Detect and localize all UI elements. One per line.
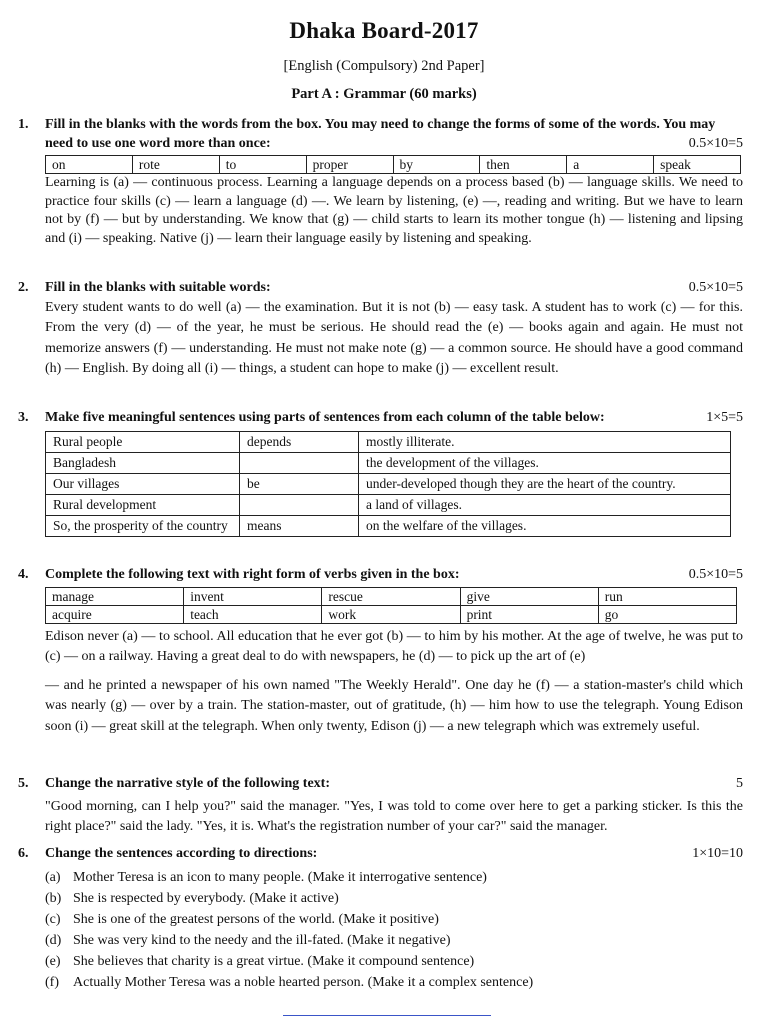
list-item <box>45 888 743 909</box>
q3-heading-row <box>18 409 743 428</box>
q2-marks: 0.5×10=5 <box>688 280 743 295</box>
q6-heading-row <box>18 845 743 864</box>
table-cell: the development of the villages. <box>359 452 731 473</box>
word-box-cell: by <box>393 156 480 174</box>
table-cell: Rural development <box>46 494 240 515</box>
q2-heading: Fill in the blanks with suitable words: <box>45 280 271 295</box>
q4-marks: 0.5×10=5 <box>688 567 743 582</box>
q4-number: 4. <box>18 567 29 582</box>
table-cell <box>240 494 359 515</box>
table-row <box>46 515 731 536</box>
verb-box-cell: run <box>598 587 736 605</box>
table-cell: Our villages <box>46 473 240 494</box>
table-cell: means <box>240 515 359 536</box>
word-box-cell: proper <box>306 156 393 174</box>
question-6 <box>18 845 743 993</box>
q6-heading: Change the sentences according to directions: <box>45 846 318 861</box>
q3-number: 3. <box>18 410 29 425</box>
verb-box-cell: go <box>598 605 736 623</box>
question-5 <box>18 775 743 838</box>
table-row <box>46 431 731 452</box>
footer-rule <box>283 1015 491 1016</box>
q5-marks: 5 <box>736 776 743 791</box>
question-1 <box>18 116 743 248</box>
item-text: She believes that charity is a great virtue. (Make it compound sentence) <box>73 953 475 969</box>
table-cell: be <box>240 473 359 494</box>
word-box-cell: then <box>480 156 567 174</box>
q4-verb-box <box>45 587 737 624</box>
table-cell: on the welfare of the villages. <box>359 515 731 536</box>
list-item <box>45 867 743 888</box>
q4-heading: Complete the following text with right form of verbs given in the box: <box>45 567 460 582</box>
q5-heading-row <box>18 775 743 794</box>
verb-box-cell: work <box>322 605 460 623</box>
table-cell: So, the prosperity of the country <box>46 515 240 536</box>
word-box-cell: a <box>567 156 654 174</box>
item-label: (a) <box>45 869 61 885</box>
word-box-cell: speak <box>654 156 741 174</box>
table-cell: depends <box>240 431 359 452</box>
item-text: Actually Mother Teresa was a noble hearted person. (Make it a complex sentence) <box>73 974 534 990</box>
table-cell: under-developed though they are the heart of the country. <box>359 473 731 494</box>
page-title: Dhaka Board-2017 <box>289 18 479 43</box>
q2-number: 2. <box>18 280 29 295</box>
table-row <box>46 452 731 473</box>
table-cell: mostly illiterate. <box>359 431 731 452</box>
table-cell <box>240 452 359 473</box>
q3-heading: Make five meaningful sentences using parts of sentences from each column of the table below: <box>45 410 605 425</box>
q1-number: 1. <box>18 117 29 132</box>
question-2 <box>18 279 743 380</box>
table-cell: Bangladesh <box>46 452 240 473</box>
table-row <box>46 587 737 605</box>
q1-marks: 0.5×10=5 <box>688 135 743 151</box>
table-cell: a land of villages. <box>359 494 731 515</box>
table-cell: Rural people <box>46 431 240 452</box>
q5-heading: Change the narrative style of the following text: <box>45 776 331 791</box>
item-text: Mother Teresa is an icon to many people. (Make it interrogative sentence) <box>73 869 487 885</box>
item-label: (f) <box>45 974 59 990</box>
table-row <box>46 494 731 515</box>
q5-passage: "Good morning, can I help you?" said the manager. "Yes, I was told to come over here to get a parking sticker. Is this the right place?" said the lady. "Yes, it is. What's the registration number of your car?" said the manager. <box>45 798 743 834</box>
word-box-cell: to <box>219 156 306 174</box>
q4-passage-part2: — and he printed a newspaper of his own named "The Weekly Herald". One day he (f) — a station-master's child which was nearly (g) — over by a train. The station-master, out of gratitude, (h) — him how to use the telegraph. Young Edison soon (i) — great skill at the telegraph. When only twenty, Edison (j) — a new telegraph which was extremely useful. <box>45 677 743 734</box>
paper-subtitle: [English (Compulsory) 2nd Paper] <box>283 58 485 74</box>
word-box-cell: rote <box>132 156 219 174</box>
item-label: (e) <box>45 953 61 969</box>
item-label: (c) <box>45 911 61 927</box>
verb-box-cell: give <box>460 587 598 605</box>
verb-box-cell: print <box>460 605 598 623</box>
verb-box-cell: acquire <box>46 605 184 623</box>
item-label: (b) <box>45 890 62 906</box>
q6-directions-list <box>18 867 743 993</box>
table-row <box>46 473 731 494</box>
word-box-cell: on <box>46 156 133 174</box>
q1-heading-row <box>18 116 743 153</box>
q3-sentence-table <box>45 431 731 537</box>
verb-box-cell: rescue <box>322 587 460 605</box>
q4-heading-row <box>18 566 743 585</box>
q4-passage-part1: Edison never (a) — to school. All education that he ever got (b) — to him by his mother. At the age of twelve, he was put to (c) — on a railway. Having a great deal to do with newspapers, he (d) — to pick up the art of (e) <box>45 628 743 664</box>
verb-box-cell: invent <box>184 587 322 605</box>
item-label: (d) <box>45 932 62 948</box>
q1-heading: Fill in the blanks with the words from the box. You may need to change the forms of some of the words. You may need to use one word more than once: <box>45 117 716 151</box>
q2-heading-row <box>18 279 743 298</box>
verb-box-cell: teach <box>184 605 322 623</box>
list-item <box>45 951 743 972</box>
list-item <box>45 972 743 993</box>
item-text: She is one of the greatest persons of the world. (Make it positive) <box>73 911 439 927</box>
question-4 <box>18 566 743 737</box>
verb-box-cell: manage <box>46 587 184 605</box>
part-heading: Part A : Grammar (60 marks) <box>291 86 477 102</box>
q6-marks: 1×10=10 <box>692 846 743 861</box>
q5-number: 5. <box>18 776 29 791</box>
list-item <box>45 930 743 951</box>
q2-passage: Every student wants to do well (a) — the examination. But it is not (b) — easy task. A student has to work (c) — for this. From the very (d) — of the year, he must be serious. He should read the (e) — books again and again. He must not memorize answers (f) — understanding. He must not make note (g) — a common source. He should have a good command (h) — English. By doing all (i) — things, a student can hope to make (j) — excellent result. <box>45 299 743 376</box>
q6-number: 6. <box>18 846 29 861</box>
q3-marks: 1×5=5 <box>706 410 743 425</box>
q1-passage: Learning is (a) — continuous process. Learning a language depends on a process based (b) — language skills. We need to practice four skills (c) — learn a language (d) —. We learn by listening, (e) —, reading and writing. But we have to learn not by (f) — but by understanding. We know that (g) — child starts to learn its mother tongue (h) — listening and lipsing and (i) — speaking. Native (j) — learn their language easily by listening and speaking. <box>45 175 743 246</box>
table-row <box>46 605 737 623</box>
list-item <box>45 909 743 930</box>
question-3 <box>18 409 743 537</box>
item-text: She is respected by everybody. (Make it active) <box>73 890 339 906</box>
q1-word-box <box>45 155 741 174</box>
item-text: She was very kind to the needy and the ill-fated. (Make it negative) <box>73 932 451 948</box>
